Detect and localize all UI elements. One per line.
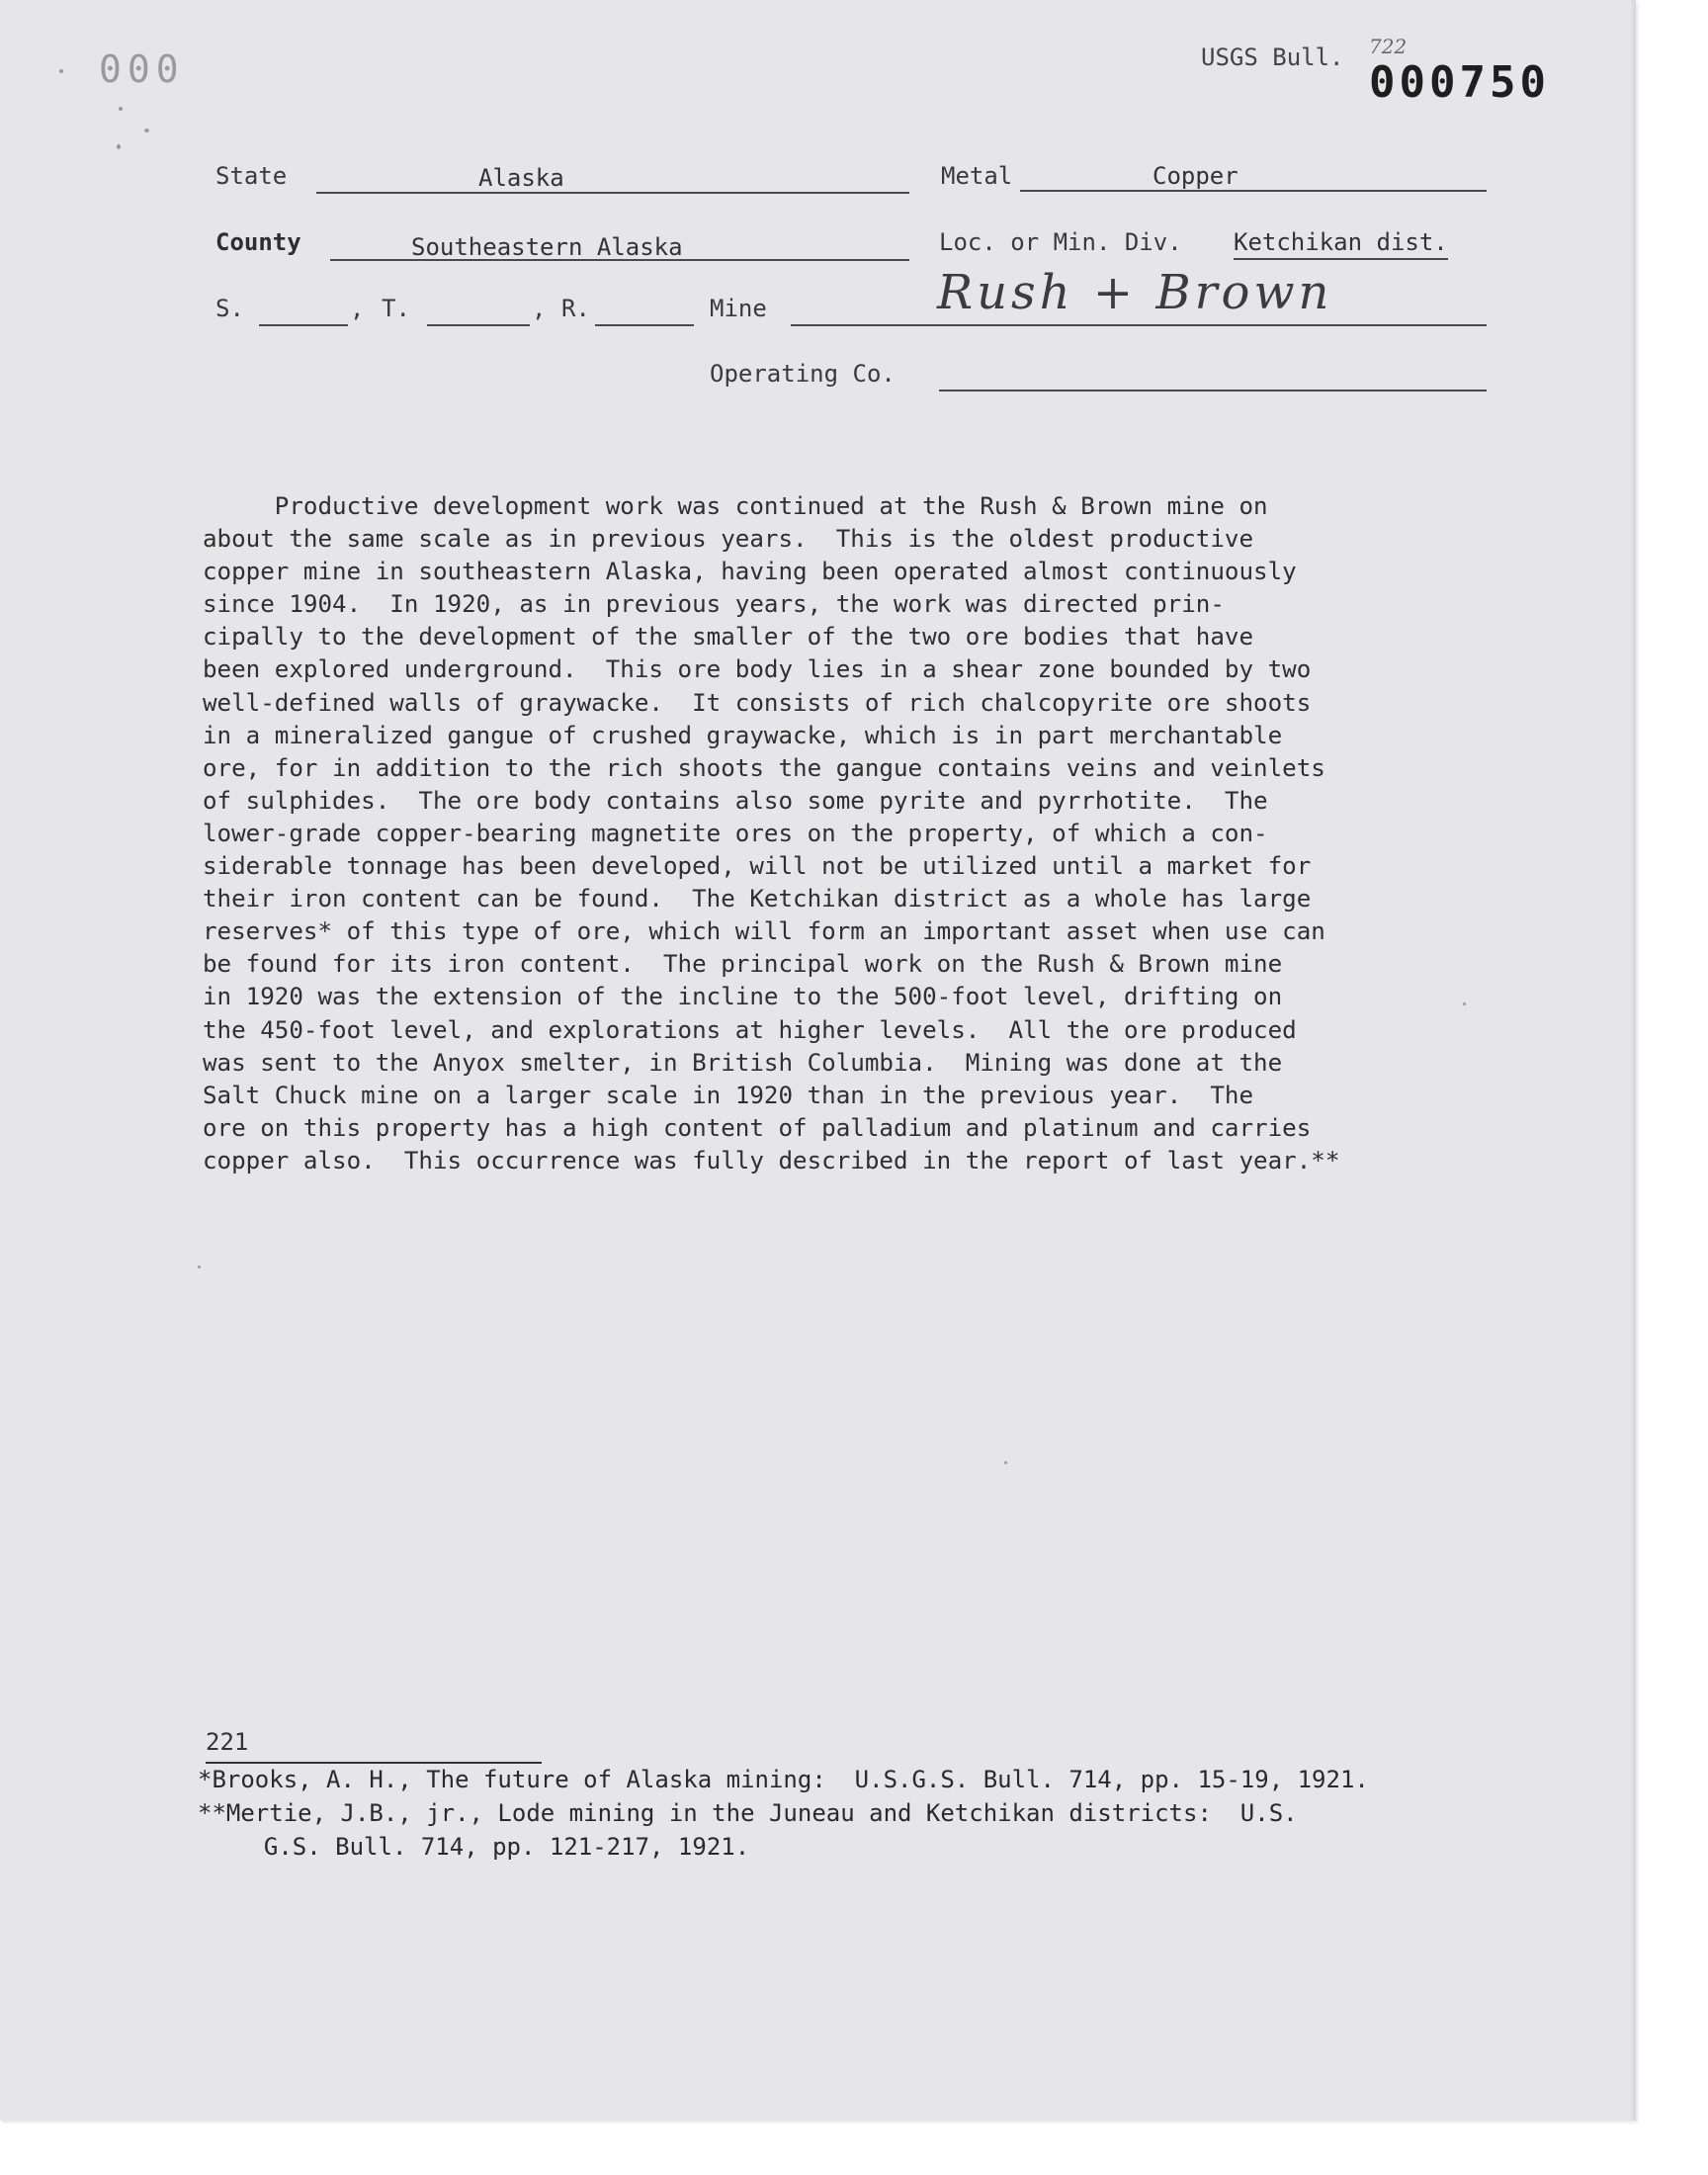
body-line: cipally to the development of the smaller of the two ore bodies that have [203,623,1254,652]
comma: , [350,295,365,322]
mine-line [791,324,1487,326]
ink-speck [144,129,149,132]
county-value: Southeastern Alaska [411,233,683,261]
body-line: ore, for in addition to the rich shoots the gangue contains veins and veinlets [203,753,1325,782]
comma: , [532,295,547,322]
body-line: copper mine in southeastern Alaska, having been operated almost continuously [203,558,1297,586]
operating-co-line [939,390,1487,392]
range-label: R. [561,295,590,322]
ink-speck [1463,1002,1466,1005]
mine-label: Mine [710,295,767,322]
range-line [595,324,694,326]
footnote-rule [206,1762,542,1764]
state-line [316,192,909,194]
county-label: County [215,228,301,256]
ink-speck [1004,1461,1007,1464]
footnote-mertie: **Mertie, J.B., jr., Lode mining in the Juneau and Ketchikan districts: U.S. [198,1799,1298,1827]
body-line: in 1920 was the extension of the incline to the 500-foot level, drifting on [203,983,1283,1011]
body-line: the 450-foot level, and explorations at higher levels. All the ore produced [203,1015,1297,1044]
ink-speck [59,69,63,73]
metal-line [1020,190,1487,192]
township-label: T. [382,295,410,322]
bulletin-label: USGS Bull. [1201,44,1344,71]
body-line: been explored underground. This ore body lies in a shear zone bounded by two [203,655,1312,684]
body-line: copper also. This occurrence was fully described in the report of last year.** [203,1146,1340,1174]
body-line: in a mineralized gangue of crushed graywacke, which is in part merchantable [203,721,1283,749]
footnote-mertie-cont: G.S. Bull. 714, pp. 121-217, 1921. [235,1833,750,1861]
location-value: Ketchikan dist. [1234,228,1448,260]
body-line: was sent to the Anyox smelter, in British Columbia. Mining was done at the [203,1048,1283,1077]
footnote-brooks: *Brooks, A. H., The future of Alaska mining: U.S.G.S. Bull. 714, pp. 15-19, 1921. [198,1766,1369,1793]
section-line [259,324,348,326]
ink-speck [198,1265,201,1268]
top-left-stamp: 000 [99,47,185,91]
body-paragraph [203,490,1517,1177]
document-number: 000750 [1369,57,1550,108]
operating-co-label: Operating Co. [710,360,896,388]
body-line: ore on this property has a high content of palladium and platinum and carries [203,1113,1312,1142]
metal-label: Metal [941,162,1013,190]
body-line: of sulphides. The ore body contains also some pyrite and pyrrhotite. The [203,786,1268,815]
ink-speck [119,107,123,111]
body-line: lower-grade copper-bearing magnetite ores on the property, of which a con- [203,819,1268,847]
bulletin-number: 722 [1369,35,1408,58]
body-line: about the same scale as in previous years. This is the oldest productive [203,525,1254,554]
body-line: Productive development work was continued at the Rush & Brown mine on [203,492,1268,520]
body-line: siderable tonnage has been developed, will not be utilized until a market for [203,852,1312,881]
state-label: State [215,162,288,190]
metal-value: Copper [1153,162,1238,190]
page-number: 221 [206,1728,249,1756]
body-line: well-defined walls of graywacke. It consists of rich chalcopyrite ore shoots [203,688,1312,717]
location-label: Loc. or Min. Div. [939,228,1182,256]
body-line: be found for its iron content. The principal work on the Rush & Brown mine [203,950,1283,979]
mine-value-handwritten: Rush + Brown [937,265,1333,320]
body-line: since 1904. In 1920, as in previous years, the work was directed prin- [203,590,1225,619]
body-line: their iron content can be found. The Ketchikan district as a whole has large [203,885,1312,914]
section-label: S. [215,295,244,322]
township-line [427,324,530,326]
state-value: Alaska [478,164,564,192]
ink-speck [117,144,121,149]
body-line: reserves* of this type of ore, which will form an important asset when use can [203,917,1325,946]
body-line: Salt Chuck mine on a larger scale in 1920 than in the previous year. The [203,1081,1254,1109]
